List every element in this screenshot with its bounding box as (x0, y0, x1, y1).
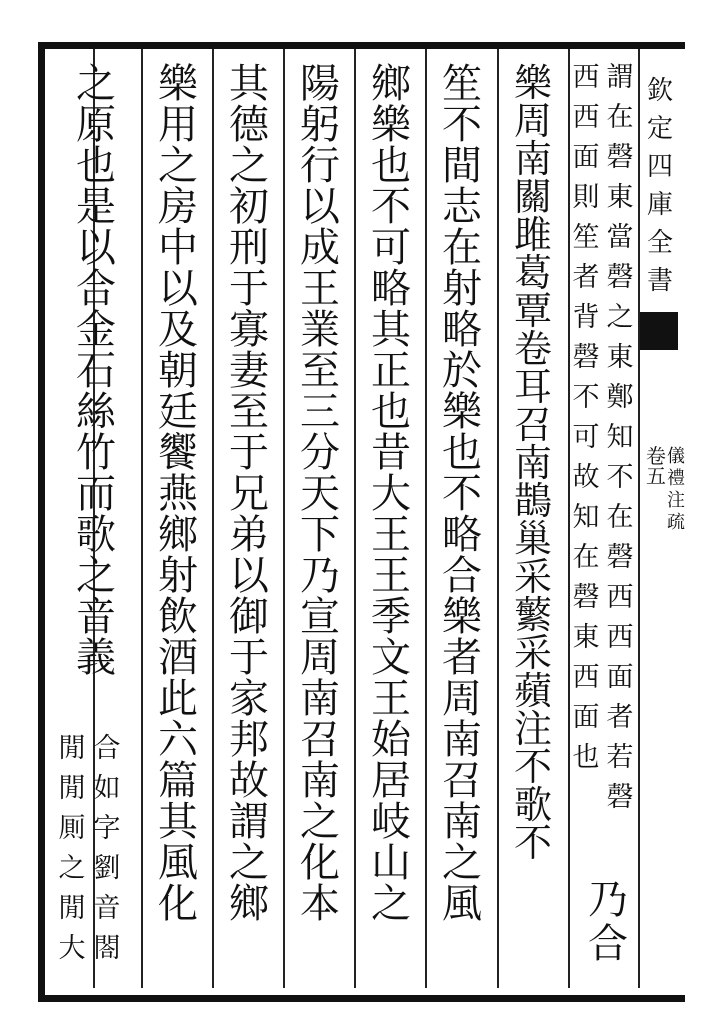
glyph: 下 (300, 512, 340, 558)
glyph: 不 (513, 821, 552, 865)
glyph: 禮 (667, 468, 685, 489)
text-column (144, 61, 212, 927)
glyph: 召 (442, 758, 482, 804)
glyph: 音 (76, 594, 116, 640)
glyph: 笙 (442, 61, 482, 107)
glyph: 間 (442, 143, 482, 189)
glyph: 卷 (513, 327, 552, 371)
glyph: 鵲 (513, 479, 552, 523)
glyph: 刑 (229, 225, 269, 271)
glyph: 南 (300, 676, 340, 722)
glyph: 音 (93, 893, 121, 924)
vertical-text (604, 64, 636, 824)
glyph: 饗 (158, 430, 198, 476)
vertical-text (570, 64, 602, 784)
glyph: 知 (606, 422, 634, 453)
glyph: 之 (229, 840, 269, 886)
annotation-column (604, 64, 636, 824)
glyph: 東 (606, 342, 634, 373)
glyph: 耳 (513, 365, 552, 409)
glyph: 歌 (76, 512, 116, 558)
glyph: 行 (300, 143, 340, 189)
glyph: 之 (442, 840, 482, 886)
glyph: 初 (229, 184, 269, 230)
glyph: 王 (371, 512, 411, 558)
vertical-text (62, 61, 130, 681)
glyph: 至 (229, 389, 269, 435)
glyph: 化 (300, 840, 340, 886)
glyph: 謂 (606, 62, 634, 93)
glyph: 朝 (158, 348, 198, 394)
text-suffix (580, 868, 636, 967)
glyph: 是 (76, 184, 116, 230)
glyph: 以 (158, 266, 198, 312)
glyph: 其 (158, 799, 198, 845)
glyph: 竹 (76, 430, 116, 476)
glyph: 蘩 (513, 593, 552, 637)
fishtail-mark (640, 312, 678, 350)
glyph: 而 (76, 471, 116, 517)
vertical-text (499, 61, 567, 865)
column-rule (425, 49, 427, 988)
vertical-text (58, 735, 86, 975)
glyph: 其 (371, 307, 411, 353)
glyph: 飲 (158, 594, 198, 640)
glyph: 弟 (229, 512, 269, 558)
glyph: 當 (606, 222, 634, 253)
glyph: 如 (93, 773, 121, 804)
text-column (215, 61, 283, 927)
glyph: 四 (646, 152, 673, 182)
glyph: 之 (58, 853, 86, 884)
vertical-text (645, 440, 667, 488)
glyph: 射 (158, 553, 198, 599)
glyph: 兄 (229, 471, 269, 517)
glyph: 義 (76, 635, 116, 681)
glyph: 於 (442, 348, 482, 394)
glyph: 用 (158, 102, 198, 148)
glyph: 周 (300, 635, 340, 681)
glyph: 閒 (58, 773, 86, 804)
glyph: 西 (572, 62, 600, 93)
text-column (286, 61, 354, 927)
text-column (428, 61, 496, 927)
column-rule (141, 49, 143, 988)
volume-label (645, 440, 667, 488)
glyph: 者 (442, 635, 482, 681)
glyph: 若 (606, 742, 634, 773)
vertical-text (428, 61, 496, 927)
glyph: 山 (371, 840, 411, 886)
glyph: 則 (572, 182, 600, 213)
vertical-text (643, 70, 677, 298)
glyph: 雎 (513, 213, 552, 257)
glyph: 之 (158, 143, 198, 189)
glyph: 覃 (513, 289, 552, 333)
glyph: 樂 (513, 61, 552, 105)
column-rule (354, 49, 356, 988)
glyph: 六 (158, 717, 198, 763)
glyph: 以 (76, 225, 116, 271)
glyph: 南 (513, 137, 552, 181)
glyph: 字 (93, 813, 121, 844)
glyph: 樂 (442, 389, 482, 435)
glyph: 略 (442, 512, 482, 558)
glyph: 天 (300, 471, 340, 517)
glyph: 樂 (442, 594, 482, 640)
glyph: 不 (572, 382, 600, 413)
glyph: 可 (572, 422, 600, 453)
glyph: 定 (646, 114, 673, 144)
glyph: 金 (76, 307, 116, 353)
vertical-text (144, 61, 212, 927)
glyph: 不 (442, 102, 482, 148)
vertical-text (215, 61, 283, 927)
glyph: 至 (300, 348, 340, 394)
glyph: 業 (300, 307, 340, 353)
glyph: 邦 (229, 717, 269, 763)
glyph: 也 (371, 389, 411, 435)
glyph: 五 (646, 464, 666, 488)
vertical-text (357, 61, 425, 927)
glyph: 召 (513, 403, 552, 447)
glyph: 注 (513, 707, 552, 751)
glyph: 三 (300, 389, 340, 435)
glyph: 歌 (513, 783, 552, 827)
glyph: 大 (58, 933, 86, 964)
glyph: 鄉 (229, 881, 269, 927)
glyph: 家 (229, 676, 269, 722)
glyph: 謂 (229, 799, 269, 845)
glyph: 及 (158, 307, 198, 353)
glyph: 知 (572, 502, 600, 533)
glyph: 風 (158, 840, 198, 886)
glyph: 樂 (371, 102, 411, 148)
glyph: 始 (371, 717, 411, 763)
glyph: 面 (606, 662, 634, 693)
glyph: 鄉 (371, 61, 411, 107)
glyph: 鄭 (606, 382, 634, 413)
glyph: 磬 (606, 542, 634, 573)
glyph: 陽 (300, 61, 340, 107)
glyph: 不 (606, 462, 634, 493)
glyph: 西 (572, 662, 600, 693)
glyph: 正 (371, 348, 411, 394)
vertical-text (93, 735, 121, 975)
glyph: 磬 (572, 342, 600, 373)
glyph: 化 (158, 881, 198, 927)
glyph: 磬 (572, 582, 600, 613)
text-column (62, 61, 130, 681)
glyph: 之 (76, 61, 116, 107)
glyph: 背 (572, 302, 600, 333)
glyph: 疏 (667, 512, 685, 533)
glyph: 御 (229, 594, 269, 640)
glyph: 也 (572, 742, 600, 773)
vertical-text (580, 868, 636, 967)
glyph: 在 (606, 502, 634, 533)
glyph: 酒 (158, 635, 198, 681)
glyph: 本 (300, 881, 340, 927)
interlinear-note (93, 735, 121, 975)
glyph: 以 (229, 553, 269, 599)
glyph: 風 (442, 881, 482, 927)
glyph: 可 (371, 225, 411, 271)
glyph: 德 (229, 102, 269, 148)
glyph: 不 (513, 745, 552, 789)
glyph: 東 (606, 182, 634, 213)
glyph: 南 (300, 758, 340, 804)
glyph: 西 (572, 102, 600, 133)
glyph: 召 (300, 717, 340, 763)
glyph: 不 (442, 471, 482, 517)
glyph: 王 (371, 676, 411, 722)
glyph: 季 (371, 594, 411, 640)
glyph: 劉 (93, 853, 121, 884)
glyph: 西 (606, 582, 634, 613)
glyph: 磬 (606, 142, 634, 173)
glyph: 采 (513, 555, 552, 599)
glyph: 注 (667, 490, 685, 511)
glyph: 西 (606, 622, 634, 653)
series-fragment (667, 442, 685, 533)
glyph: 乃 (300, 553, 340, 599)
glyph: 大 (371, 471, 411, 517)
glyph: 儀 (667, 446, 685, 467)
glyph: 合 (588, 921, 628, 967)
glyph: 宣 (300, 594, 340, 640)
glyph: 東 (572, 622, 600, 653)
glyph: 者 (606, 702, 634, 733)
glyph: 南 (442, 717, 482, 763)
glyph: 磬 (606, 782, 634, 813)
glyph: 略 (371, 266, 411, 312)
glyph: 也 (371, 143, 411, 189)
glyph: 者 (572, 262, 600, 293)
glyph: 于 (229, 266, 269, 312)
glyph: 葛 (513, 251, 552, 295)
glyph: 以 (300, 184, 340, 230)
glyph: 庫 (646, 190, 673, 220)
glyph: 岐 (371, 799, 411, 845)
glyph: 合 (93, 733, 121, 764)
text-column (357, 61, 425, 927)
glyph: 閒 (58, 893, 86, 924)
glyph: 在 (442, 225, 482, 271)
glyph: 面 (572, 142, 600, 173)
glyph: 閒 (58, 733, 86, 764)
glyph: 志 (442, 184, 482, 230)
glyph: 廷 (158, 389, 198, 435)
glyph: 之 (300, 799, 340, 845)
glyph: 王 (300, 266, 340, 312)
glyph: 蘋 (513, 669, 552, 713)
glyph: 原 (76, 102, 116, 148)
glyph: 乃 (588, 877, 628, 923)
glyph: 其 (229, 61, 269, 107)
annotation-column (570, 64, 602, 784)
vertical-text (286, 61, 354, 927)
glyph: 在 (606, 102, 634, 133)
glyph: 周 (513, 99, 552, 143)
vertical-text (667, 442, 685, 533)
glyph: 略 (442, 307, 482, 353)
glyph: 南 (513, 441, 552, 485)
glyph: 合 (442, 553, 482, 599)
glyph: 采 (513, 631, 552, 675)
glyph: 也 (76, 143, 116, 189)
glyph: 絲 (76, 389, 116, 435)
glyph: 巢 (513, 517, 552, 561)
column-rule (638, 49, 640, 988)
glyph: 中 (158, 225, 198, 271)
glyph: 在 (572, 542, 600, 573)
glyph: 之 (606, 302, 634, 333)
glyph: 之 (229, 143, 269, 189)
book-title (643, 70, 677, 298)
glyph: 篇 (158, 758, 198, 804)
glyph: 射 (442, 266, 482, 312)
glyph: 分 (300, 430, 340, 476)
glyph: 閤 (93, 933, 121, 964)
interlinear-note (58, 735, 86, 975)
glyph: 昔 (371, 430, 411, 476)
glyph: 于 (229, 635, 269, 681)
glyph: 磬 (606, 262, 634, 293)
glyph: 周 (442, 676, 482, 722)
glyph: 不 (371, 184, 411, 230)
glyph: 卷 (646, 444, 666, 468)
glyph: 居 (371, 758, 411, 804)
glyph: 故 (229, 758, 269, 804)
glyph: 鄉 (158, 512, 198, 558)
glyph: 寡 (229, 307, 269, 353)
glyph: 石 (76, 348, 116, 394)
glyph: 也 (442, 430, 482, 476)
glyph: 房 (158, 184, 198, 230)
glyph: 成 (300, 225, 340, 271)
column-rule (212, 49, 214, 988)
glyph: 故 (572, 462, 600, 493)
glyph: 南 (442, 799, 482, 845)
glyph: 厠 (58, 813, 86, 844)
glyph: 書 (646, 266, 673, 296)
glyph: 面 (572, 702, 600, 733)
text-column (499, 61, 567, 865)
glyph: 此 (158, 676, 198, 722)
glyph: 之 (76, 553, 116, 599)
glyph: 合 (76, 266, 116, 312)
glyph: 燕 (158, 471, 198, 517)
glyph: 躬 (300, 102, 340, 148)
glyph: 全 (646, 228, 673, 258)
glyph: 文 (371, 635, 411, 681)
column-rule (283, 49, 285, 988)
glyph: 王 (371, 553, 411, 599)
glyph: 笙 (572, 222, 600, 253)
glyph: 妻 (229, 348, 269, 394)
glyph: 于 (229, 430, 269, 476)
glyph: 關 (513, 175, 552, 219)
glyph: 之 (371, 881, 411, 927)
glyph: 欽 (646, 76, 673, 106)
glyph: 樂 (158, 61, 198, 107)
